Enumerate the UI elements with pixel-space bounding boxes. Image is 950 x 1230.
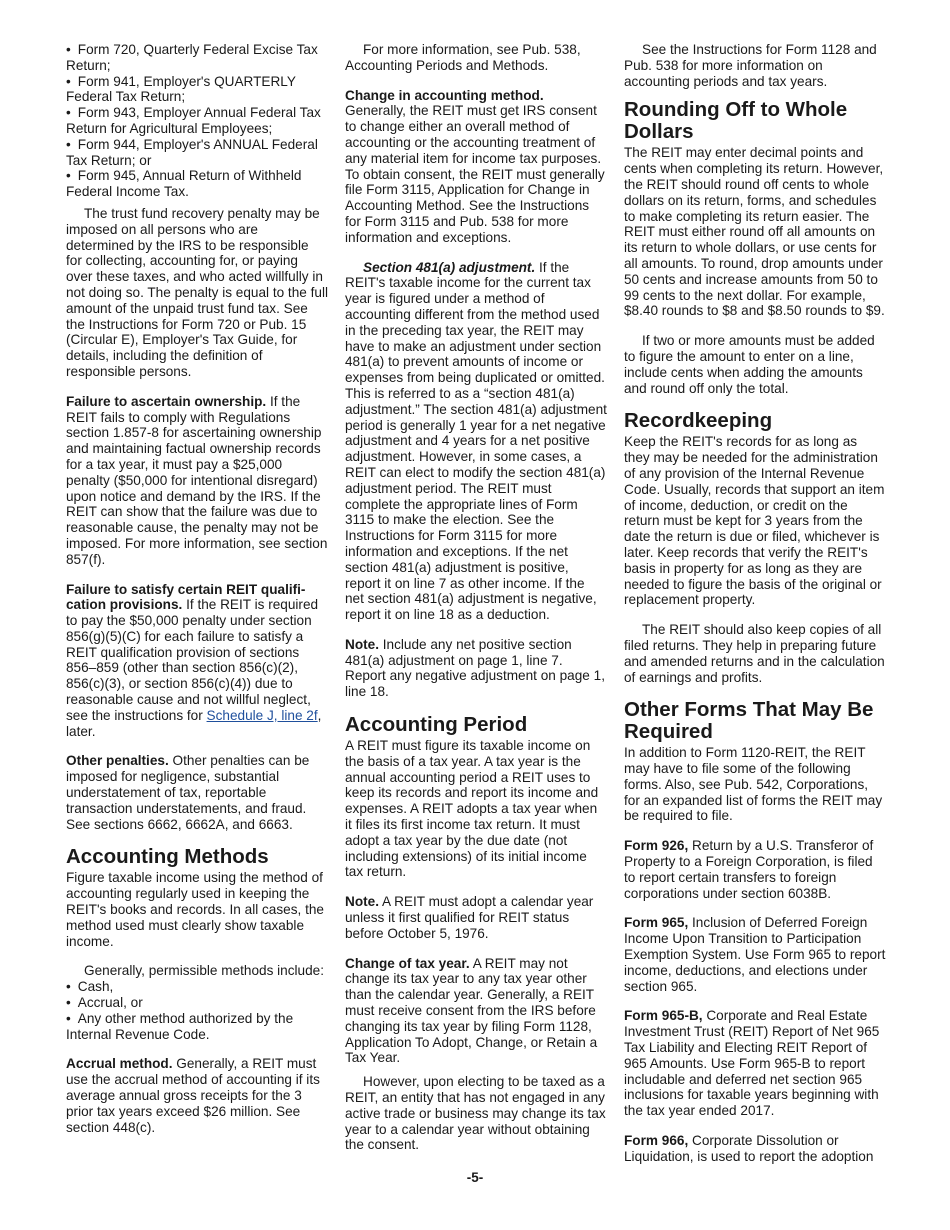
- column-1: [66, 42, 328, 1143]
- accounting-period-heading: Accounting Period: [345, 713, 528, 737]
- accrual-method-text: Generally, a REIT must use the accrual method of accounting if its average annual gross receipts for the 3 prior tax years exceed $26 million. See section 448(c).: [66, 1056, 320, 1135]
- trust-fund-paragraph: The trust fund recovery penalty may be imposed on all persons who are determined by the IRS to be responsible for collecting, accounting for, or paying over these taxes, and who acted willfully in not doing so. The penalty is equal to the full amount of the unpaid trust fund tax. See the Instructions for Form 720 or Pub. 15 (Circular E), Employer's Tax Guide, for details, including the definition of responsible persons.: [66, 205, 328, 379]
- change-tax-year-text: A REIT may not change its tax year to any tax year other than the calendar year. Generally, a REIT must receive consent from the IRS before changing its tax year by filing Form 1128, Application To Adopt, Change, or Retain a Tax Year.: [345, 955, 598, 1066]
- note-481-paragraph: [345, 637, 607, 700]
- failure-qualification-paragraph: [66, 582, 328, 740]
- list-item: • Form 944, Employer's ANNUAL Federal Tax Return; or: [66, 137, 328, 169]
- schedule-j-line-2f-link[interactable]: Schedule J, line 2f: [206, 707, 318, 723]
- list-item: • Form 945, Annual Return of Withheld Federal Income Tax.: [66, 168, 328, 200]
- other-forms-heading: Other Forms That May Be Required: [624, 698, 874, 744]
- form-965-heading: Form 965,: [624, 915, 689, 931]
- failure-ownership-paragraph: [66, 394, 328, 568]
- recordkeeping-paragraph: Keep the REIT's records for as long as they may be needed for the administration of any provision of the Internal Revenue Code. Usually, records that support an item of income, deduction, or credit on the return must be kept for 3 years from the date the return is due or filed, whichever is later. Keep records that verify the REIT's basis in property for as long as they are needed to figure the basis of the original or replacement property.: [624, 434, 885, 608]
- form-926-heading: Form 926,: [624, 838, 689, 854]
- form-926-text: Return by a U.S. Transferor of Property to a Foreign Corporation, is filed to report certain transfers to foreign corporations under section 6038B.: [624, 838, 874, 901]
- accounting-methods-paragraph: Figure taxable income using the method of accounting regularly used in keeping the REIT's books and records. In all cases, the method used must clearly show taxable income.: [66, 870, 324, 949]
- list-item: • Cash,: [66, 979, 328, 995]
- bullet-list-forms: [66, 42, 328, 200]
- change-method-heading: Change in accounting method.: [345, 87, 544, 103]
- recordkeeping-heading: Recordkeeping: [624, 409, 773, 433]
- see-instructions-paragraph: See the Instructions for Form 1128 and Pub. 538 for more information on accounting periods and tax years.: [624, 42, 877, 89]
- form-965b-heading: Form 965-B,: [624, 1008, 703, 1024]
- note-text: Include any net positive section 481(a) adjustment on page 1, line 7. Report any negative adjustment on page 1, line 18.: [345, 636, 605, 700]
- failure-ownership-heading: Failure to ascertain ownership.: [66, 393, 267, 409]
- other-forms-paragraph: In addition to Form 1120-REIT, the REIT may have to file some of the following forms. Also, see Pub. 542, Corporations, for an expanded list of forms the REIT may be required to file.: [624, 745, 883, 824]
- change-method-paragraph: [345, 88, 607, 246]
- column-3: [624, 42, 886, 1173]
- form-965b-paragraph: [624, 1008, 886, 1119]
- accounting-methods-heading: Accounting Methods: [66, 845, 269, 869]
- failure-ownership-text: If the REIT fails to comply with Regulations section 1.857-8 for ascertaining ownership and maintaining factual ownership records for a tax year, it must pay a $25,000 penalty ($50,000 for intentional disregard) upon notice and demand by the IRS. If the REIT can show that the failure was due to reasonable cause, the penalty may not be imposed. For more information, see section 857(f).: [66, 393, 328, 567]
- failure-qualification-text: If the REIT is required to pay the $50,000 penalty under section 856(g)(5)(C) for each failure to satisfy a REIT qualification provision of sections 856–859 (other than section 856(c)(2), 856(c)(3), or section 856(c)(4)) due to reasonable cause and not willful neglect, see the instructions for: [66, 597, 319, 723]
- note-calendar-paragraph: [345, 894, 607, 941]
- change-tax-year-paragraph: [345, 956, 607, 1067]
- form-966-text: Corporate Dissolution or Liquidation, is used to report the adoption: [624, 1133, 874, 1164]
- other-penalties-text: Other penalties can be imposed for negligence, substantial understatement of tax, reportable transaction understatements, and fraud. See sections 6662, 6662A, and 6663.: [66, 753, 310, 832]
- accrual-method-heading: Accrual method.: [66, 1056, 173, 1072]
- bullet-list-methods: [66, 979, 328, 1042]
- failure-qualification-tail: , later.: [66, 707, 322, 739]
- column-2: [345, 42, 607, 1161]
- rounding-heading: Rounding Off to Whole Dollars: [624, 98, 848, 144]
- rounding-paragraph: The REIT may enter decimal points and cents when completing its return. However, the REIT should round off cents to whole dollars on its return, forms, and schedules to make completing its return easier. The REIT must either round off all amounts on its return to whole dollars, or use cents for all amounts. To round, drop amounts under 50 cents and increase amounts from 50 to 99 cents to the next dollar. For example, $8.40 rounds to $8 and $8.50 rounds to $9.: [624, 145, 885, 319]
- section-481-text: If the REIT's taxable income for the current tax year is figured under a method of accounting different from the method used in the preceding tax year, the REIT may have to make an adjustment under section 481(a) to prevent amounts of income or expenses from being duplicated or omitted. This is referred to as a “section 481(a) adjustment.” The section 481(a) adjustment period is generally 1 year for a net negative adjustment and 4 years for a net positive adjustment. However, in some cases, a REIT can elect to modify the section 481(a) adjustment period. The REIT must complete the appropriate lines of Form 3115 to make the election. See the Instructions for Form 3115 for more information and exceptions. If the net section 481(a) adjustment is positive, report it on line 7 as other income. If the net section 481(a) adjustment is negative, report it on line 18 as a deduction.: [345, 259, 607, 623]
- form-966-paragraph: [624, 1133, 886, 1165]
- change-method-text: Generally, the REIT must get IRS consent to change either an overall method of accounting or the accounting treatment of any material item for income tax purposes. To obtain consent, the REIT must generally file Form 3115, Application for Change in Accounting Method. See the Instructions for Form 3115 and Pub. 538 for more information and exceptions.: [345, 103, 605, 245]
- list-item: • Form 943, Employer Annual Federal Tax Return for Agricultural Employees;: [66, 105, 328, 137]
- keep-copies-paragraph: The REIT should also keep copies of all filed returns. They help in preparing future and amended returns and in the calculation of earnings and profits.: [624, 622, 885, 685]
- form-965-text: Inclusion of Deferred Foreign Income Upon Transition to Participation Exemption System. Use Form 965 to report income, deductions, and elections under section 965.: [624, 915, 886, 994]
- form-966-heading: Form 966,: [624, 1133, 689, 1149]
- other-penalties-paragraph: [66, 753, 328, 832]
- note-heading: Note.: [345, 636, 379, 652]
- list-item: • Accrual, or: [66, 995, 328, 1011]
- form-965-paragraph: [624, 915, 886, 994]
- however-paragraph: However, upon electing to be taxed as a REIT, an entity that has not engaged in any active trade or business may change its tax year to a calendar year without obtaining the consent.: [345, 1074, 606, 1153]
- two-or-more-paragraph: If two or more amounts must be added to figure the amount to enter on a line, include cents when adding the amounts and round off only the total.: [624, 333, 875, 396]
- note-text: A REIT must adopt a calendar year unless it first qualified for REIT status before October 5, 1976.: [345, 894, 594, 941]
- change-tax-year-heading: Change of tax year.: [345, 955, 470, 971]
- accrual-method-paragraph: [66, 1056, 328, 1135]
- section-481-paragraph: [345, 260, 607, 623]
- section-481-heading: Section 481(a) adjustment.: [363, 259, 536, 275]
- list-item: • Form 720, Quarterly Federal Excise Tax Return;: [66, 42, 328, 74]
- other-penalties-heading: Other penalties.: [66, 753, 169, 769]
- accounting-period-paragraph: A REIT must figure its taxable income on the basis of a tax year. A tax year is the annual accounting period a REIT uses to keep its records and report its income and expenses. A REIT adopts a tax year when it files its first income tax return. It must adopt a tax year by the due date (not including extensions) of its initial income tax return.: [345, 738, 599, 880]
- note-heading: Note.: [345, 894, 379, 910]
- permissible-methods-intro: Generally, permissible methods include:: [84, 963, 325, 979]
- form-965b-text: Corporate and Real Estate Investment Trust (REIT) Report of Net 965 Tax Liability and Electing REIT Report of 965 Amounts. Use Form 965-B to report includable and deferred net section 965 inclusions for taxable years beginning with the tax year ended 2017.: [624, 1008, 880, 1119]
- list-item: • Any other method authorized by the Internal Revenue Code.: [66, 1011, 328, 1043]
- failure-qualification-heading: Failure to satisfy certain REIT qualifi-cation provisions.: [66, 581, 306, 613]
- more-info-paragraph: For more information, see Pub. 538, Accounting Periods and Methods.: [345, 42, 581, 73]
- list-item: • Form 941, Employer's QUARTERLY Federal Tax Return;: [66, 74, 328, 106]
- form-926-paragraph: [624, 838, 886, 901]
- page-number: -5-: [466, 1170, 484, 1185]
